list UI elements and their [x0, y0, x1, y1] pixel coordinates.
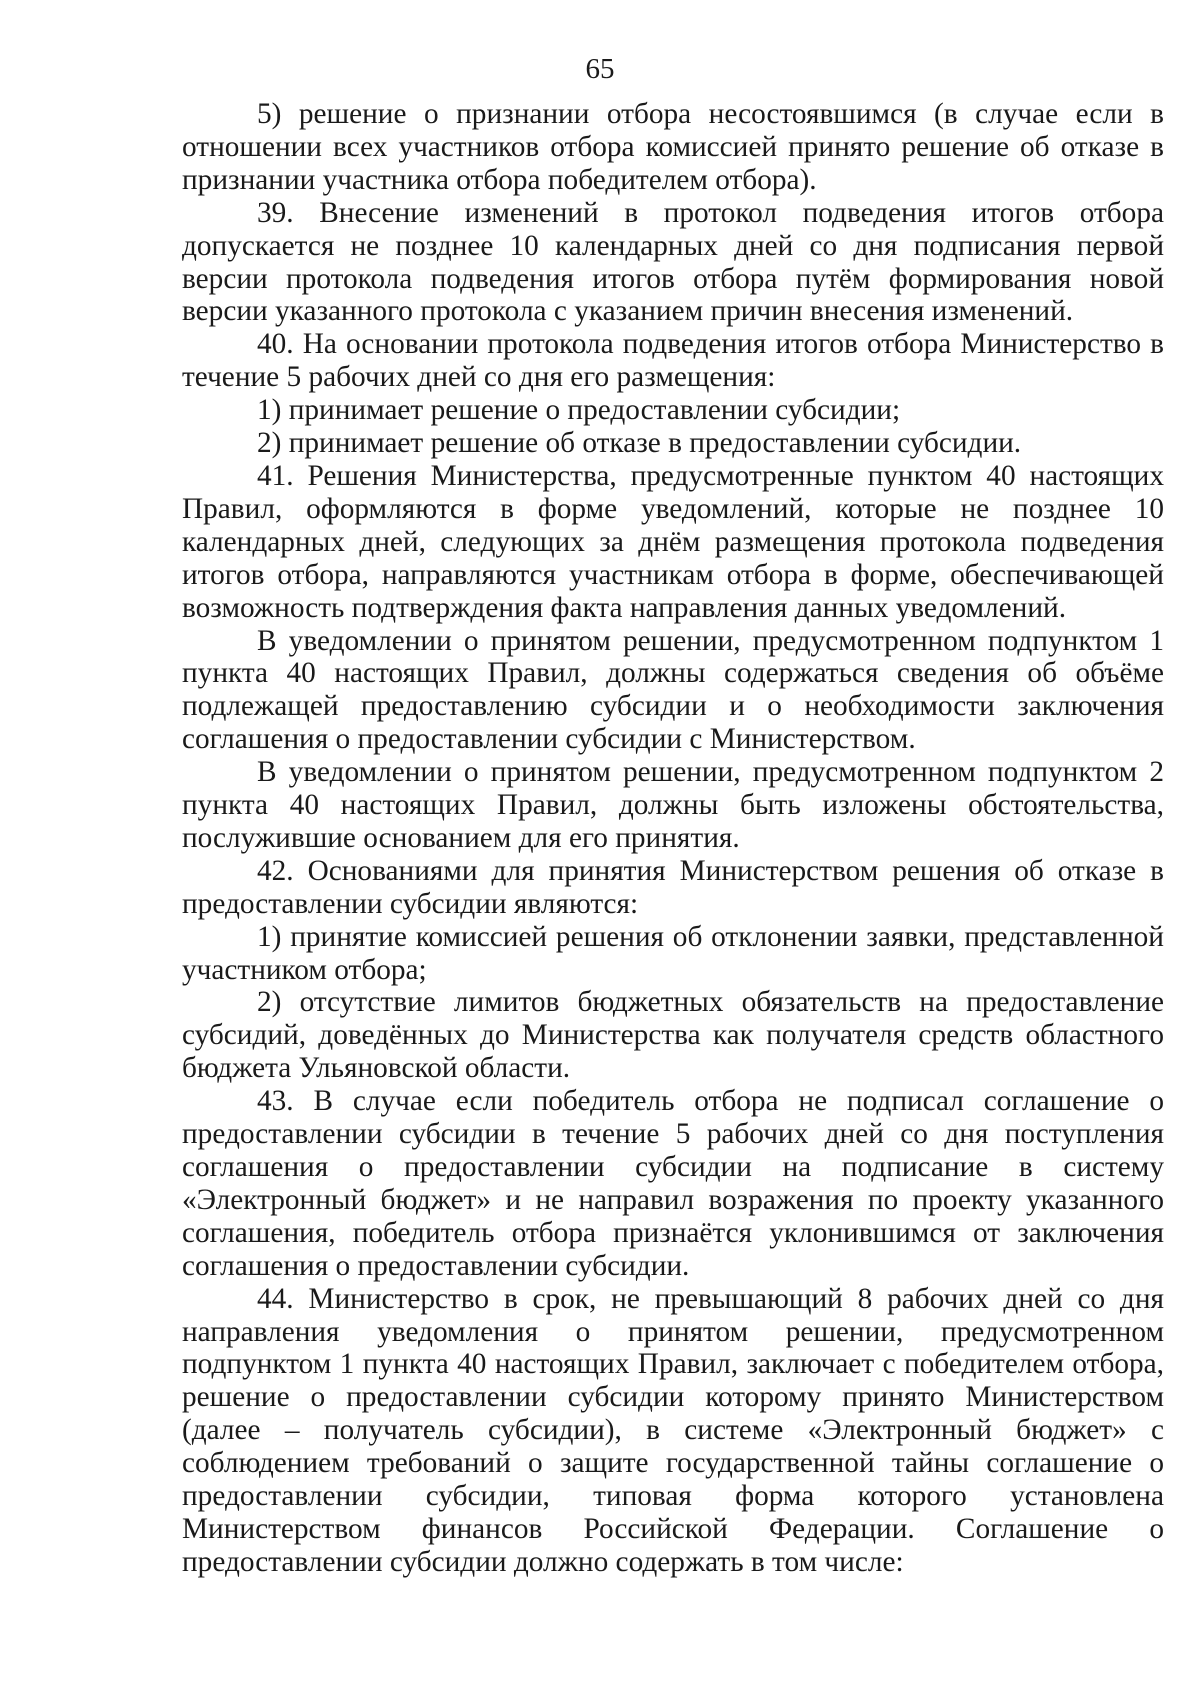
paragraph-item-5: 5) решение о признании отбора несостоявшимся (в случае если в отношении всех участников отбора комиссией принято решение об отказе в признании участника отбора победителем отбора).	[182, 98, 1164, 196]
paragraph-44: 44. Министерство в срок, не превышающий 8 рабочих дней со дня направления уведомления о принятом решении, предусмотренном подпунктом 1 пункта 40 настоящих Правил, заключает с победителем отбора, решение о предоставлении субсидии которому принято Министерством (далее – получатель субсидии), в системе «Электронный бюджет» с соблюдением требований о защите государственной тайны соглашение о предоставлении субсидии, типовая форма которого установлена Министерством финансов Российской Федерации. Соглашение о предоставлении субсидии должно содержать в том числе:	[182, 1282, 1164, 1578]
paragraph-40-item-1: 1) принимает решение о предоставлении субсидии;	[257, 394, 901, 427]
paragraph-43: 43. В случае если победитель отбора не подписал соглашение о предоставлении субсидии в течение 5 рабочих дней со дня поступления соглашения о предоставлении субсидии на подписание в систему «Электронный бюджет» и не направил возражения по проекту указанного соглашения, победитель отбора признаётся уклонившимся от заключения соглашения о предоставлении субсидии.	[182, 1085, 1164, 1282]
paragraph-40-item-2: 2) принимает решение об отказе в предоставлении субсидии.	[257, 427, 1022, 460]
paragraph-41-notice-1: В уведомлении о принятом решении, предусмотренном подпунктом 1 пункта 40 настоящих Правил, должны содержаться сведения об объёме подлежащей предоставлению субсидии и о необходимости заключения соглашения о предоставлении субсидии с Министерством.	[182, 624, 1164, 756]
document-body	[182, 98, 1164, 1579]
page-number: 65	[585, 53, 615, 85]
paragraph-42: 42. Основаниями для принятия Министерством решения об отказе в предоставлении субсидии являются:	[182, 854, 1164, 920]
paragraph-41-notice-2: В уведомлении о принятом решении, предусмотренном подпунктом 2 пункта 40 настоящих Правил, должны быть изложены обстоятельства, послужившие основанием для его принятия.	[182, 756, 1164, 854]
paragraph-42-item-2: 2) отсутствие лимитов бюджетных обязательств на предоставление субсидий, доведённых до Министерства как получателя средств областного бюджета Ульяновской области.	[182, 986, 1164, 1085]
paragraph-40: 40. На основании протокола подведения итогов отбора Министерство в течение 5 рабочих дней со дня его размещения:	[182, 328, 1164, 394]
paragraph-39: 39. Внесение изменений в протокол подведения итогов отбора допускается не позднее 10 календарных дней со дня подписания первой версии протокола подведения итогов отбора путём формирования новой версии указанного протокола с указанием причин внесения изменений.	[182, 196, 1164, 328]
paragraph-41: 41. Решения Министерства, предусмотренные пунктом 40 настоящих Правил, оформляются в форме уведомлений, которые не позднее 10 календарных дней, следующих за днём размещения протокола подведения итогов отбора, направляются участникам отбора в форме, обеспечивающей возможность подтверждения факта направления данных уведомлений.	[182, 459, 1164, 624]
paragraph-42-item-1: 1) принятие комиссией решения об отклонении заявки, представленной участником отбора;	[182, 920, 1164, 986]
